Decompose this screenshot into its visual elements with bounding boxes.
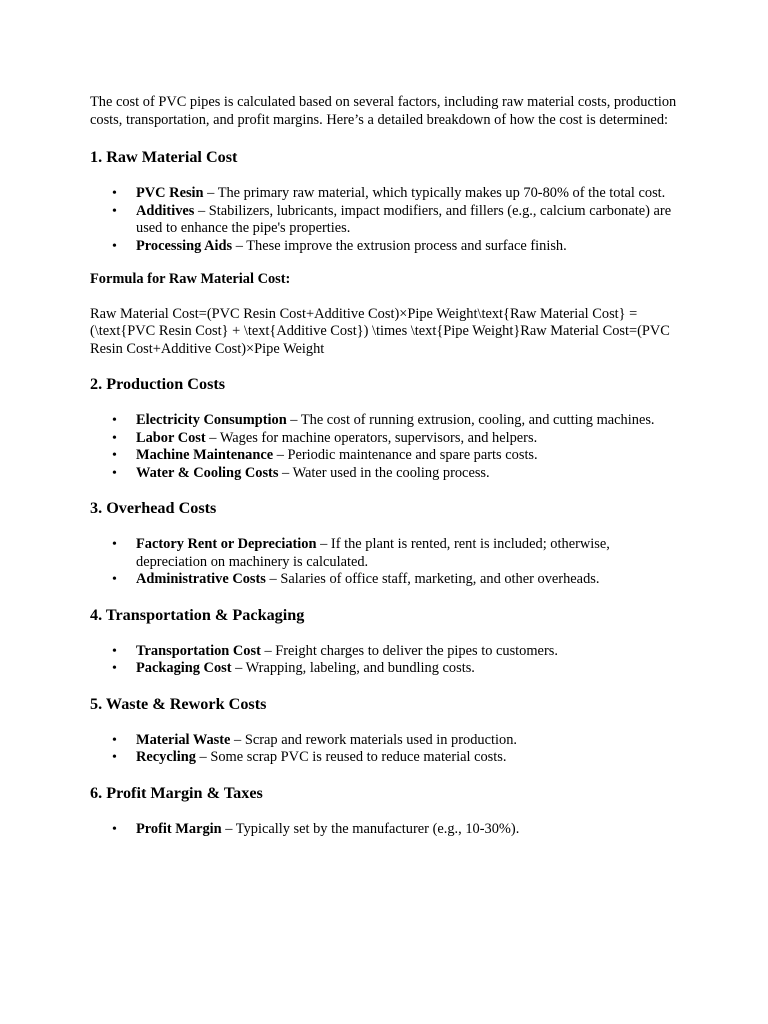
raw-material-list [90, 185, 682, 255]
item-term: Labor Cost [136, 429, 206, 446]
section-heading-overhead: 3. Overhead Costs [90, 499, 217, 517]
section-heading-waste: 5. Waste & Rework Costs [90, 694, 267, 713]
bullet-icon: • [112, 238, 117, 254]
bullet-icon: • [112, 572, 117, 587]
item-term: Material Waste [136, 731, 231, 748]
bullet-icon: • [112, 732, 117, 748]
item-desc: – Freight charges to deliver the pipes to customers. [260, 642, 558, 659]
item-term: Electricity Consumption [136, 412, 287, 428]
list-item [112, 185, 682, 203]
item-desc: – These improve the extrusion process and surface finish. [232, 237, 567, 254]
list-item [112, 237, 682, 256]
section-heading-transportation: 4. Transportation & Packaging [90, 605, 305, 624]
list-item [112, 820, 682, 839]
list-item [112, 464, 682, 483]
bullet-icon: • [112, 643, 117, 659]
profit-list [90, 821, 682, 839]
list-item [112, 660, 682, 678]
item-desc: – Wrapping, labeling, and bundling costs. [231, 660, 475, 676]
transportation-list [90, 643, 682, 678]
list-item [112, 749, 682, 767]
item-term: Additives [136, 202, 195, 219]
production-list [90, 412, 682, 482]
item-desc: – Periodic maintenance and spare parts costs. [273, 447, 538, 463]
bullet-icon: • [112, 821, 117, 837]
bullet-icon: • [112, 661, 117, 676]
item-desc: – Stabilizers, lubricants, impact modifiers, and fillers (e.g., calcium carbonate) are used to enhance the pipe's properties. [136, 202, 672, 236]
item-desc: – The primary raw material, which typically makes up 70-80% of the total cost. [203, 185, 666, 201]
item-term: Administrative Costs [136, 571, 266, 587]
bullet-icon: • [112, 448, 117, 463]
bullet-icon: • [112, 750, 117, 765]
item-desc: – Scrap and rework materials used in production. [230, 731, 517, 748]
section-heading-raw-material: 1. Raw Material Cost [90, 148, 238, 166]
bullet-icon: • [112, 537, 117, 552]
list-item [112, 412, 682, 430]
item-term: PVC Resin [136, 185, 204, 201]
bullet-icon: • [112, 465, 117, 481]
formula-label-text: Formula for Raw Material Cost: [90, 271, 291, 287]
list-item [112, 536, 682, 571]
waste-list [90, 732, 682, 767]
section-heading-profit: 6. Profit Margin & Taxes [90, 783, 263, 802]
formula-text: Raw Material Cost=(PVC Resin Cost+Additive Cost)×Pipe Weight\text{Raw Material Cost} = (\text{PVC Resin Cost} + \text{Additive Cost}) \times \text{Pipe Weight}Raw Material Cost=(PVC Resin Cost+Additive Cost)×Pipe Weight [90, 305, 670, 357]
item-term: Factory Rent or Depreciation [136, 536, 317, 552]
bullet-icon: • [112, 430, 117, 446]
item-term: Packaging Cost [136, 660, 232, 676]
item-term: Water & Cooling Costs [136, 464, 279, 481]
document-page [90, 94, 682, 854]
item-desc: – Wages for machine operators, supervisors, and helpers. [205, 429, 538, 446]
item-desc: – Typically set by the manufacturer (e.g., 10-30%). [221, 820, 520, 837]
item-desc: – Salaries of office staff, marketing, and other overheads. [265, 571, 600, 587]
item-desc: – If the plant is rented, rent is included; otherwise, depreciation on machinery is calculated. [136, 536, 610, 570]
section-heading-production: 2. Production Costs [90, 375, 226, 393]
item-desc: – Water used in the cooling process. [278, 464, 490, 481]
item-desc: – Some scrap PVC is reused to reduce material costs. [195, 749, 507, 765]
bullet-icon: • [112, 186, 117, 201]
list-item [112, 731, 682, 750]
item-term: Recycling [136, 749, 196, 765]
overhead-list [90, 536, 682, 589]
list-item [112, 447, 682, 465]
formula-label [90, 271, 682, 289]
item-term: Profit Margin [136, 820, 222, 837]
item-term: Processing Aids [136, 237, 233, 254]
intro-paragraph: The cost of PVC pipes is calculated based on several factors, including raw material costs, production costs, transportation, and profit margins. Here’s a detailed breakdown of how the cost is determined: [90, 94, 677, 128]
item-desc: – The cost of running extrusion, cooling, and cutting machines. [286, 412, 655, 428]
list-item [112, 429, 682, 448]
list-item [112, 202, 682, 238]
item-term: Transportation Cost [136, 642, 261, 659]
bullet-icon: • [112, 203, 117, 219]
bullet-icon: • [112, 413, 117, 428]
item-term: Machine Maintenance [136, 447, 274, 463]
list-item [112, 571, 682, 589]
list-item [112, 642, 682, 661]
